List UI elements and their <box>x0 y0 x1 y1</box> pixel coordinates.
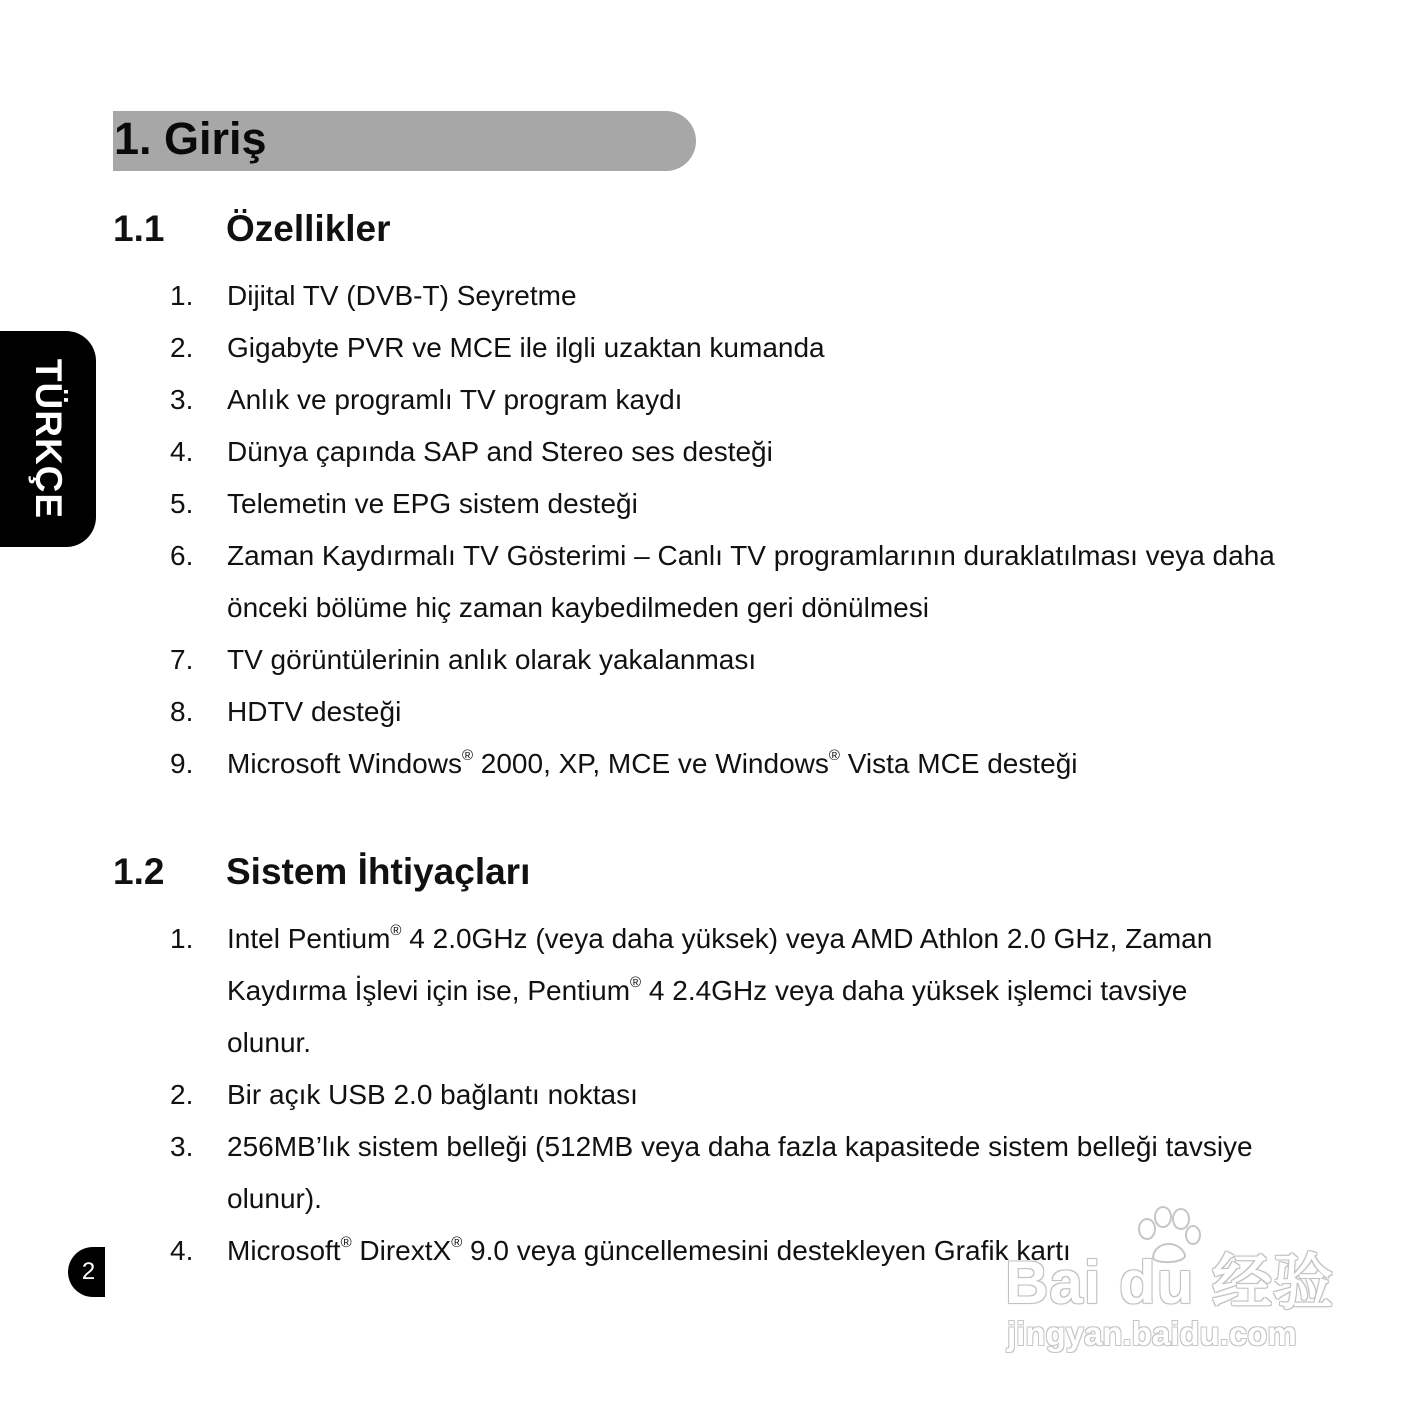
page-number: 2 <box>81 1258 96 1285</box>
list-number: 1. <box>170 280 194 311</box>
list-text: Intel Pentium® 4 2.0GHz (veya daha yüksek) veya AMD Athlon 2.0 GHz, Zaman Kaydırma İşlevi için ise, Pentium® 4 2.4GHz veya daha yüksek işlemci tavsiye olunur. <box>227 921 1213 1058</box>
list-text: Anlık ve programlı TV program kaydı <box>227 384 683 415</box>
list-number: 2. <box>170 332 194 363</box>
list-text: Microsoft® DirextX® 9.0 veya güncellemesini destekleyen Grafik kartı <box>227 1233 1071 1266</box>
list-text: Dünya çapında SAP and Stereo ses desteği <box>227 436 773 467</box>
list-text: HDTV desteği <box>227 696 402 727</box>
list-number: 8. <box>170 696 194 727</box>
list-text: TV görüntülerinin anlık olarak yakalanması <box>227 644 757 675</box>
list-number: 2. <box>170 1079 194 1110</box>
section-number: 1.1 <box>113 208 165 249</box>
list-text: Gigabyte PVR ve MCE ile ilgli uzaktan kumanda <box>227 332 825 363</box>
list-text: Bir açık USB 2.0 bağlantı noktası <box>227 1079 638 1110</box>
list-text: 256MB’lık sistem belleği (512MB veya daha fazla kapasitede sistem belleği tavsiye olunur). <box>227 1131 1253 1214</box>
page-number-badge <box>68 1247 105 1297</box>
list-number: 7. <box>170 644 194 675</box>
section-title: Sistem İhtiyaçları <box>226 851 531 892</box>
language-side-tab <box>0 331 96 547</box>
section-number: 1.2 <box>113 851 165 892</box>
list-number: 9. <box>170 748 194 779</box>
watermark-logo-text: Bai du 经验 <box>1005 1249 1335 1316</box>
list-text: Telemetin ve EPG sistem desteği <box>227 488 638 519</box>
list-number: 5. <box>170 488 194 519</box>
list-text: Microsoft Windows® 2000, XP, MCE ve Windows® Vista MCE desteği <box>227 746 1078 779</box>
list-number: 1. <box>170 923 194 954</box>
list-number: 3. <box>170 384 194 415</box>
list-number: 4. <box>170 1235 194 1266</box>
list-number: 3. <box>170 1131 194 1162</box>
list-text: Zaman Kaydırmalı TV Gösterimi – Canlı TV programlarının duraklatılması veya daha önceki bölüme hiç zaman kaybedilmeden geri dönülmesi <box>227 540 1275 623</box>
list-text: Dijital TV (DVB-T) Seyretme <box>227 280 577 311</box>
chapter-title: 1. Giriş <box>114 113 267 164</box>
list-number: 6. <box>170 540 194 571</box>
list-number: 4. <box>170 436 194 467</box>
watermark-url-text: jingyan.baidu.com <box>1007 1315 1297 1352</box>
baidu-watermark <box>1005 1205 1335 1365</box>
language-side-tab-label: TÜRKÇE <box>28 358 69 520</box>
section-title: Özellikler <box>226 208 391 249</box>
